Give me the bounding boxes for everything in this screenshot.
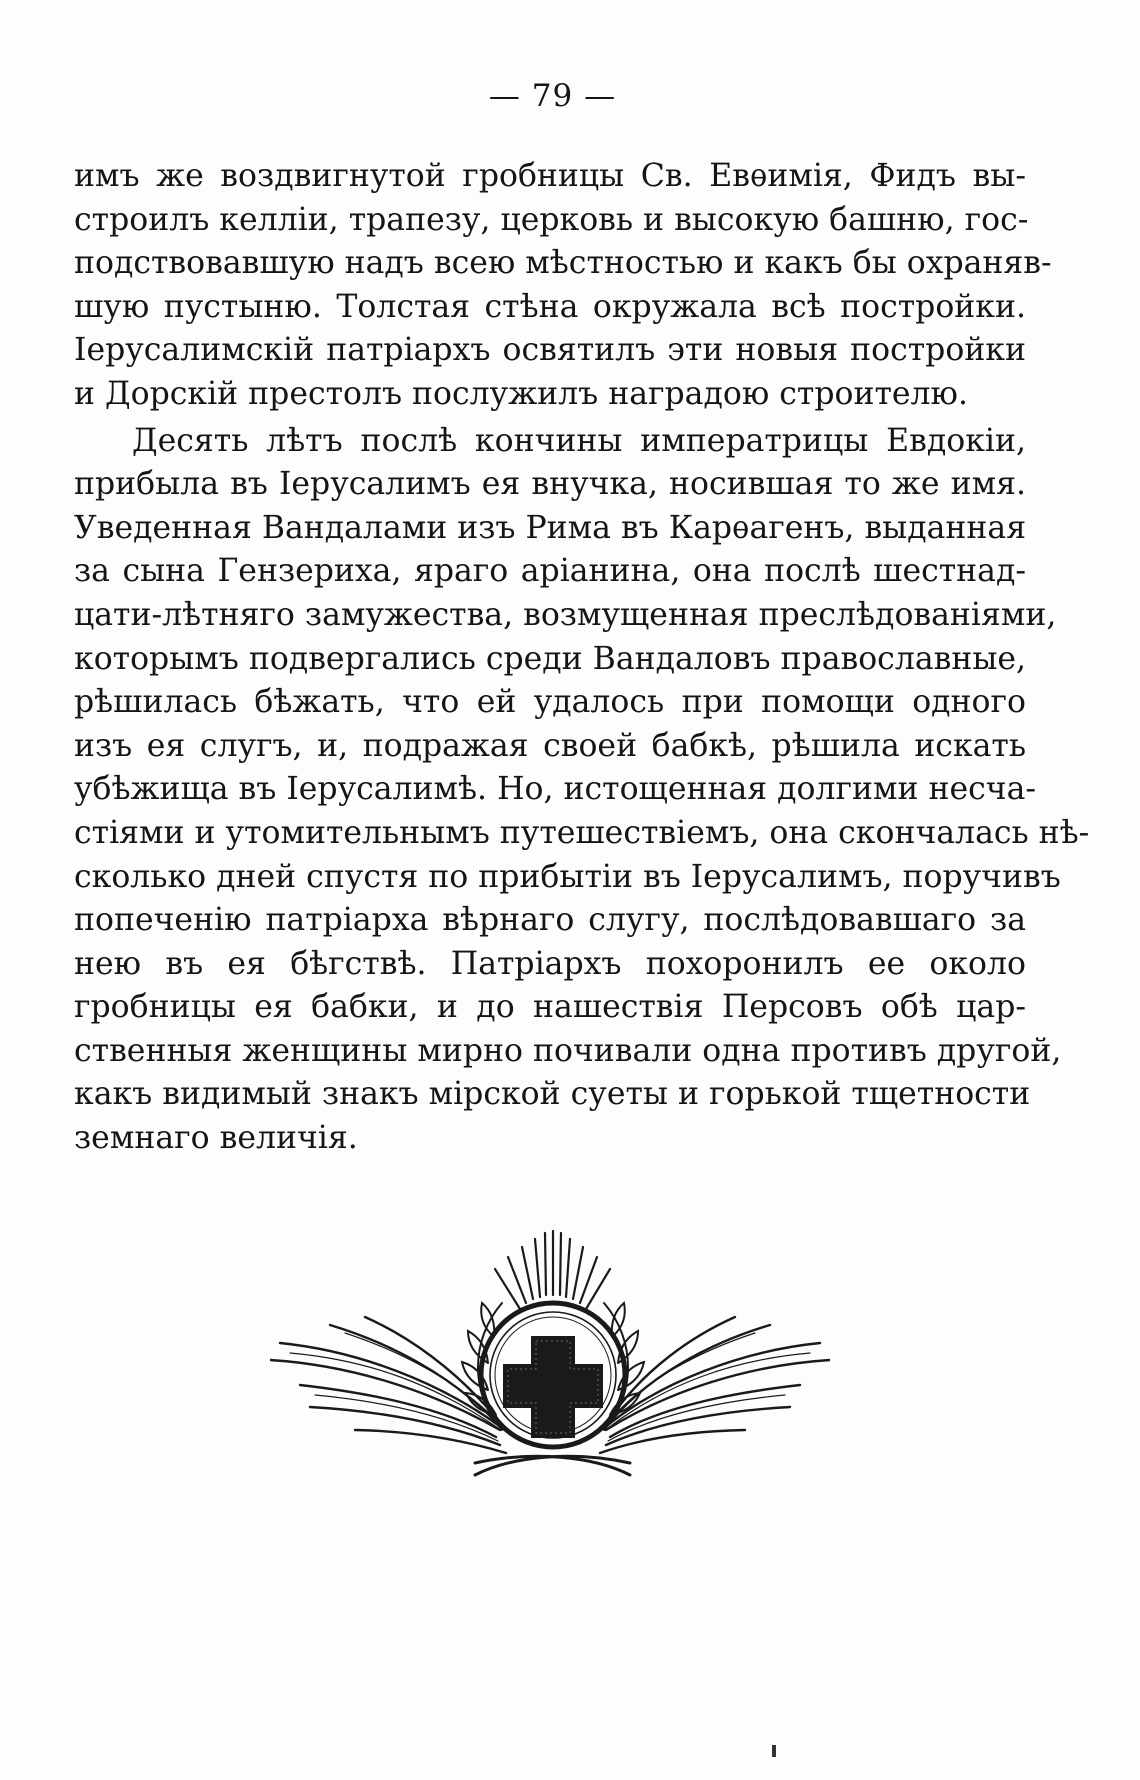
text-line: и Дорскій престолъ послужилъ наградою строителю.	[74, 375, 968, 412]
text-line: какъ видимый знакъ мірской суеты и горькой тщетности	[74, 1076, 1031, 1113]
text-line: шую пустыню. Толстая стѣна окружала всѣ постройки.	[74, 288, 1026, 325]
text-line: рѣшилась бѣжать, что ей удалось при помощи одного	[74, 684, 1026, 721]
text-line: Уведенная Вандалами изъ Рима въ Карѳагенъ, выданная	[74, 509, 1027, 546]
text-line: нею въ ея бѣгствѣ. Патріархъ похоронилъ ее около	[74, 945, 1026, 982]
text-line: стіями и утомительнымъ путешествіемъ, она скончалась нѣ-	[74, 814, 1090, 851]
text-line: убѣжища въ Іерусалимѣ. Но, истощенная долгими несча-	[74, 771, 1037, 808]
page-number: — 79 —	[488, 78, 617, 114]
paragraph-1	[74, 155, 1052, 417]
text-line: земнаго величія.	[74, 1120, 358, 1157]
text-line: гробницы ея бабки, и до нашествія Персовъ обѣ цар-	[74, 989, 1026, 1026]
text-line: Десять лѣтъ послѣ кончины императрицы Евдокіи,	[132, 422, 1026, 459]
text-line: имъ же воздвигнутой гробницы Св. Евѳимія, Фидъ вы-	[74, 158, 1026, 194]
text-line: подствовавшую надъ всею мѣстностью и какъ бы охраняв-	[74, 245, 1052, 282]
text-line: попеченію патріарха вѣрнаго слугу, послѣдовавшаго за	[74, 902, 1026, 939]
text-line: за сына Гензериха, яраго аріанина, она послѣ шестнад-	[74, 553, 1026, 590]
wreath-cross-ornament-icon	[270, 1225, 830, 1495]
text-line: Іерусалимскій патріархъ освятилъ эти новыя постройки	[74, 332, 1026, 369]
main-text	[74, 155, 1090, 1161]
text-line: цати-лѣтняго замужества, возмущенная преслѣдованіями,	[74, 596, 1057, 633]
text-line: изъ ея слугъ, и, подражая своей бабкѣ, рѣшила искать	[74, 727, 1026, 764]
text-line: ственныя женщины мирно почивали одна противъ другой,	[74, 1032, 1062, 1069]
text-line: которымъ подвергались среди Вандаловъ православные,	[74, 640, 1027, 677]
stray-print-mark	[772, 1745, 776, 1757]
text-line: строилъ келліи, трапезу, церковь и высокую башню, гос-	[74, 201, 1029, 238]
text-line: прибыла въ Іерусалимъ ея внучка, носившая то же имя.	[74, 466, 1026, 503]
paragraph-2	[74, 420, 1090, 1161]
text-line: сколько дней спустя по прибытіи въ Іерусалимъ, поручивъ	[74, 858, 1061, 895]
